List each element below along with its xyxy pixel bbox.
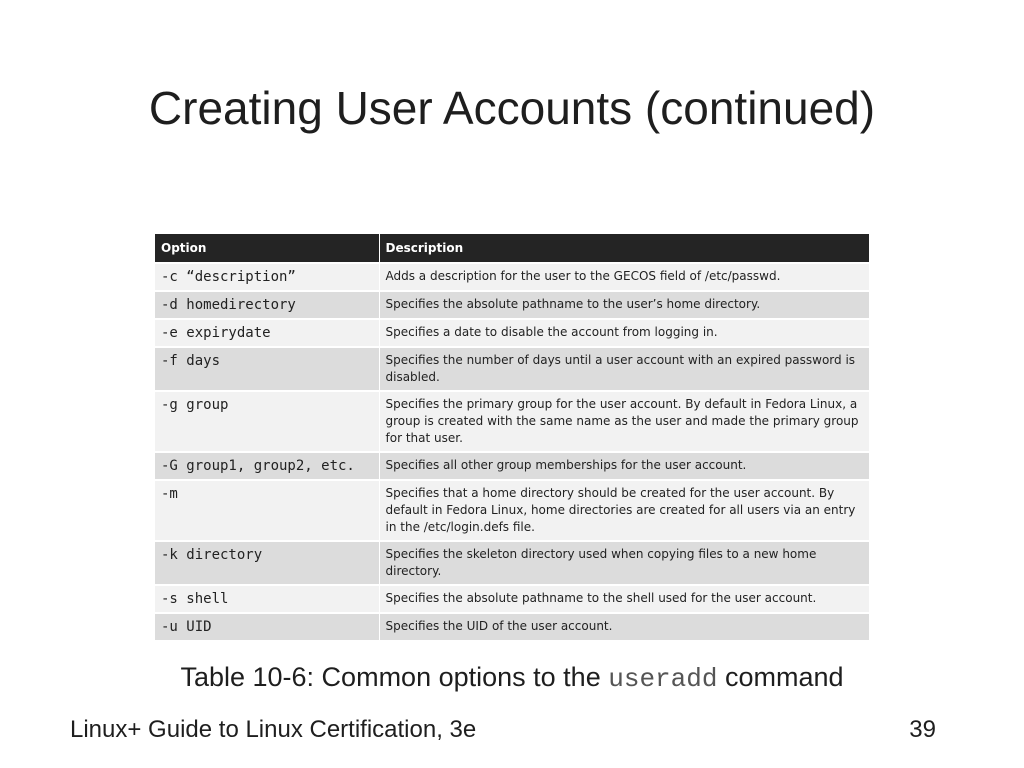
description-cell: Specifies the UID of the user account. <box>379 613 869 640</box>
table-row <box>155 347 869 391</box>
table-row <box>155 291 869 319</box>
option-cell: -u UID <box>155 613 379 640</box>
table-caption <box>0 662 1024 694</box>
table-row <box>155 585 869 613</box>
option-cell: -g group <box>155 391 379 452</box>
description-cell: Specifies the absolute pathname to the user’s home directory. <box>379 291 869 319</box>
option-cell: -d homedirectory <box>155 291 379 319</box>
option-cell: -k directory <box>155 541 379 585</box>
description-cell: Specifies all other group memberships for the user account. <box>379 452 869 480</box>
table-row <box>155 480 869 541</box>
page-number: 39 <box>909 716 936 743</box>
option-cell: -c “description” <box>155 263 379 291</box>
description-cell: Specifies the primary group for the user account. By default in Fedora Linux, a group is created with the same name as the user and made the primary group for that user. <box>379 391 869 452</box>
option-cell: -G group1, group2, etc. <box>155 452 379 480</box>
table-row <box>155 263 869 291</box>
description-cell: Adds a description for the user to the GECOS field of /etc/passwd. <box>379 263 869 291</box>
caption-prefix: Table 10-6: Common options to the <box>180 662 601 692</box>
useradd-options-table <box>155 234 869 640</box>
description-cell: Specifies the absolute pathname to the shell used for the user account. <box>379 585 869 613</box>
option-cell: -f days <box>155 347 379 391</box>
table-row <box>155 541 869 585</box>
option-cell: -e expirydate <box>155 319 379 347</box>
footer-book-title: Linux+ Guide to Linux Certification, 3e <box>70 716 477 743</box>
table-row <box>155 452 869 480</box>
option-cell: -s shell <box>155 585 379 613</box>
table-header-row <box>155 234 869 263</box>
description-cell: Specifies the skeleton directory used when copying files to a new home directory. <box>379 541 869 585</box>
slide-title: Creating User Accounts (continued) <box>148 82 876 134</box>
table-row <box>155 319 869 347</box>
caption-command: useradd <box>608 664 718 694</box>
table-row <box>155 613 869 640</box>
column-header-description: Description <box>379 234 869 263</box>
caption-suffix: command <box>724 662 844 692</box>
description-cell: Specifies a date to disable the account from logging in. <box>379 319 869 347</box>
option-cell: -m <box>155 480 379 541</box>
column-header-option: Option <box>155 234 379 263</box>
table-row <box>155 391 869 452</box>
description-cell: Specifies the number of days until a user account with an expired password is disabled. <box>379 347 869 391</box>
description-cell: Specifies that a home directory should be created for the user account. By default in Fedora Linux, home directories are created for all users via an entry in the /etc/login.defs file. <box>379 480 869 541</box>
